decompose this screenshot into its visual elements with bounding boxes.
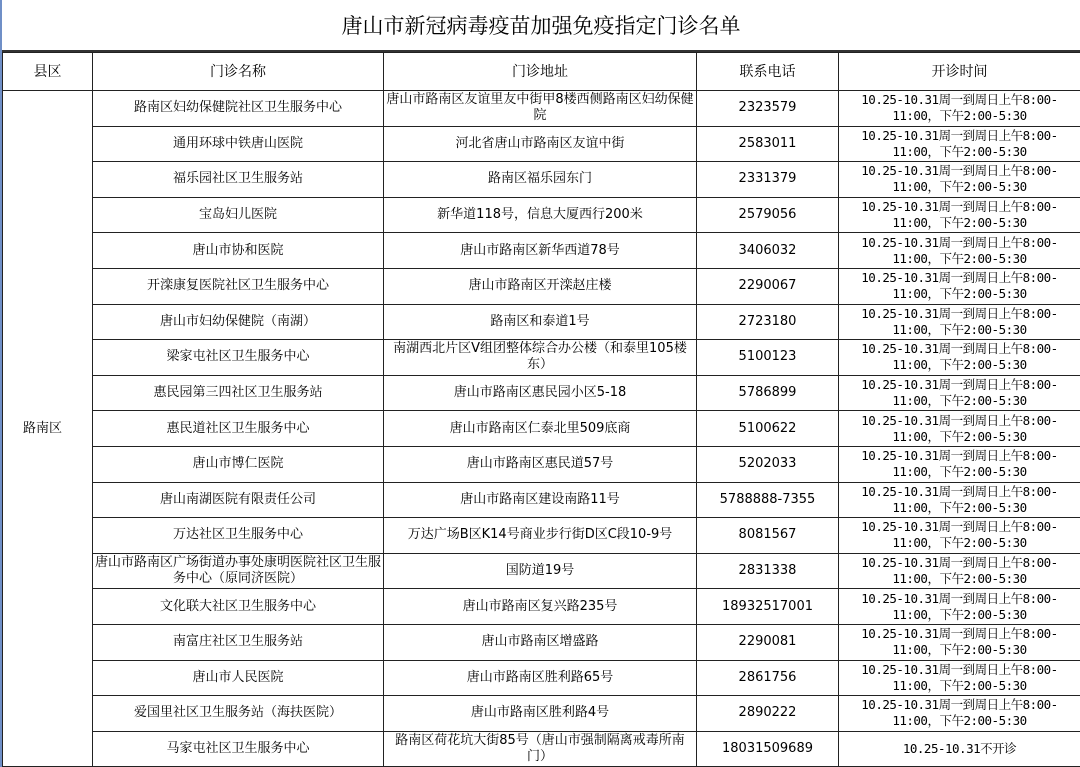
clinic-address: 唐山市路南区复兴路235号 [384, 589, 697, 625]
clinic-address: 新华道118号，信息大厦西行200米 [384, 197, 697, 233]
clinic-hours: 10.25-10.31周一到周日上午8:00-11:00，下午2:00-5:30 [839, 162, 1080, 198]
clinic-name: 万达社区卫生服务中心 [93, 518, 384, 554]
clinic-address: 唐山市路南区友谊里友中街甲8楼西侧路南区妇幼保健院 [384, 91, 697, 127]
clinic-address: 唐山市路南区开滦赵庄楼 [384, 268, 697, 304]
header-county: 县区 [3, 53, 93, 91]
clinic-phone: 2290067 [697, 268, 839, 304]
clinic-name: 路南区妇幼保健院社区卫生服务中心 [93, 91, 384, 127]
clinic-address: 路南区荷花坑大街85号（唐山市强制隔离戒毒所南门） [384, 731, 697, 767]
table-row [3, 375, 1080, 411]
clinic-phone: 2323579 [697, 91, 839, 127]
clinic-phone: 5100622 [697, 411, 839, 447]
table-row [3, 624, 1080, 660]
clinic-phone: 2331379 [697, 162, 839, 198]
clinic-hours: 10.25-10.31周一到周日上午8:00-11:00，下午2:00-5:30 [839, 482, 1080, 518]
clinic-hours: 10.25-10.31周一到周日上午8:00-11:00，下午2:00-5:30 [839, 340, 1080, 376]
clinic-hours: 10.25-10.31周一到周日上午8:00-11:00，下午2:00-5:30 [839, 91, 1080, 127]
clinic-phone: 2583011 [697, 126, 839, 162]
clinic-hours: 10.25-10.31周一到周日上午8:00-11:00，下午2:00-5:30 [839, 660, 1080, 696]
clinic-address: 路南区和泰道1号 [384, 304, 697, 340]
clinic-hours: 10.25-10.31周一到周日上午8:00-11:00，下午2:00-5:30 [839, 233, 1080, 269]
clinic-address: 南湖西北片区V组团整体综合办公楼（和泰里105楼东） [384, 340, 697, 376]
clinic-phone: 2723180 [697, 304, 839, 340]
clinic-phone: 5788888-7355 [697, 482, 839, 518]
table-row [3, 126, 1080, 162]
clinic-table [2, 52, 1080, 767]
clinic-address: 河北省唐山市路南区友谊中街 [384, 126, 697, 162]
table-row [3, 660, 1080, 696]
table-row [3, 553, 1080, 589]
clinic-name: 唐山市妇幼保健院（南湖） [93, 304, 384, 340]
table-row [3, 304, 1080, 340]
table-row [3, 91, 1080, 127]
clinic-hours: 10.25-10.31不开诊 [839, 731, 1080, 767]
clinic-address: 唐山市路南区胜利路65号 [384, 660, 697, 696]
clinic-name: 南富庄社区卫生服务站 [93, 624, 384, 660]
clinic-name: 唐山市人民医院 [93, 660, 384, 696]
clinic-name: 梁家屯社区卫生服务中心 [93, 340, 384, 376]
clinic-phone: 8081567 [697, 518, 839, 554]
clinic-name: 马家屯社区卫生服务中心 [93, 731, 384, 767]
table-row [3, 268, 1080, 304]
header-address: 门诊地址 [384, 53, 697, 91]
clinic-hours: 10.25-10.31周一到周日上午8:00-11:00，下午2:00-5:30 [839, 304, 1080, 340]
clinic-phone: 2290081 [697, 624, 839, 660]
clinic-name: 唐山市博仁医院 [93, 446, 384, 482]
table-header-row [3, 53, 1080, 91]
clinic-address: 唐山市路南区建设南路11号 [384, 482, 697, 518]
clinic-name: 惠民道社区卫生服务中心 [93, 411, 384, 447]
clinic-hours: 10.25-10.31周一到周日上午8:00-11:00，下午2:00-5:30 [839, 518, 1080, 554]
clinic-hours: 10.25-10.31周一到周日上午8:00-11:00，下午2:00-5:30 [839, 553, 1080, 589]
clinic-address: 唐山市路南区仁泰北里509底商 [384, 411, 697, 447]
clinic-hours: 10.25-10.31周一到周日上午8:00-11:00，下午2:00-5:30 [839, 197, 1080, 233]
clinic-hours: 10.25-10.31周一到周日上午8:00-11:00，下午2:00-5:30 [839, 624, 1080, 660]
clinic-address: 万达广场B区K14号商业步行街D区C段10-9号 [384, 518, 697, 554]
clinic-phone: 3406032 [697, 233, 839, 269]
clinic-name: 爱国里社区卫生服务站（海扶医院） [93, 696, 384, 732]
table-row [3, 197, 1080, 233]
table-row [3, 233, 1080, 269]
clinic-phone: 18932517001 [697, 589, 839, 625]
table-row [3, 411, 1080, 447]
clinic-address: 唐山市路南区惠民园小区5-18 [384, 375, 697, 411]
clinic-name: 开滦康复医院社区卫生服务中心 [93, 268, 384, 304]
clinic-hours: 10.25-10.31周一到周日上午8:00-11:00，下午2:00-5:30 [839, 446, 1080, 482]
clinic-address: 国防道19号 [384, 553, 697, 589]
clinic-name: 唐山市路南区广场街道办事处康明医院社区卫生服务中心（原同济医院） [93, 553, 384, 589]
clinic-phone: 2579056 [697, 197, 839, 233]
clinic-name: 唐山市协和医院 [93, 233, 384, 269]
table-row [3, 696, 1080, 732]
clinic-hours: 10.25-10.31周一到周日上午8:00-11:00，下午2:00-5:30 [839, 589, 1080, 625]
table-row [3, 162, 1080, 198]
table-row [3, 731, 1080, 767]
clinic-hours: 10.25-10.31周一到周日上午8:00-11:00，下午2:00-5:30 [839, 375, 1080, 411]
clinic-phone: 5202033 [697, 446, 839, 482]
clinic-phone: 18031509689 [697, 731, 839, 767]
clinic-address: 唐山市路南区新华西道78号 [384, 233, 697, 269]
header-phone: 联系电话 [697, 53, 839, 91]
table-row [3, 446, 1080, 482]
clinic-address: 唐山市路南区惠民道57号 [384, 446, 697, 482]
clinic-hours: 10.25-10.31周一到周日上午8:00-11:00，下午2:00-5:30 [839, 696, 1080, 732]
table-row [3, 518, 1080, 554]
clinic-phone: 2890222 [697, 696, 839, 732]
header-clinic-name: 门诊名称 [93, 53, 384, 91]
clinic-name: 惠民园第三四社区卫生服务站 [93, 375, 384, 411]
clinic-hours: 10.25-10.31周一到周日上午8:00-11:00，下午2:00-5:30 [839, 411, 1080, 447]
table-row [3, 589, 1080, 625]
table-row [3, 482, 1080, 518]
clinic-name: 通用环球中铁唐山医院 [93, 126, 384, 162]
county-cell: 路南区 [3, 91, 93, 767]
clinic-name: 文化联大社区卫生服务中心 [93, 589, 384, 625]
clinic-phone: 5100123 [697, 340, 839, 376]
clinic-address: 唐山市路南区胜利路4号 [384, 696, 697, 732]
clinic-phone: 2861756 [697, 660, 839, 696]
clinic-hours: 10.25-10.31周一到周日上午8:00-11:00，下午2:00-5:30 [839, 126, 1080, 162]
clinic-phone: 5786899 [697, 375, 839, 411]
clinic-address: 唐山市路南区增盛路 [384, 624, 697, 660]
clinic-name: 宝岛妇儿医院 [93, 197, 384, 233]
table-row [3, 340, 1080, 376]
clinic-phone: 2831338 [697, 553, 839, 589]
header-hours: 开诊时间 [839, 53, 1080, 91]
page-title: 唐山市新冠病毒疫苗加强免疫指定门诊名单 [2, 0, 1080, 52]
clinic-name: 唐山南湖医院有限责任公司 [93, 482, 384, 518]
clinic-hours: 10.25-10.31周一到周日上午8:00-11:00，下午2:00-5:30 [839, 268, 1080, 304]
clinic-address: 路南区福乐园东门 [384, 162, 697, 198]
clinic-name: 福乐园社区卫生服务站 [93, 162, 384, 198]
